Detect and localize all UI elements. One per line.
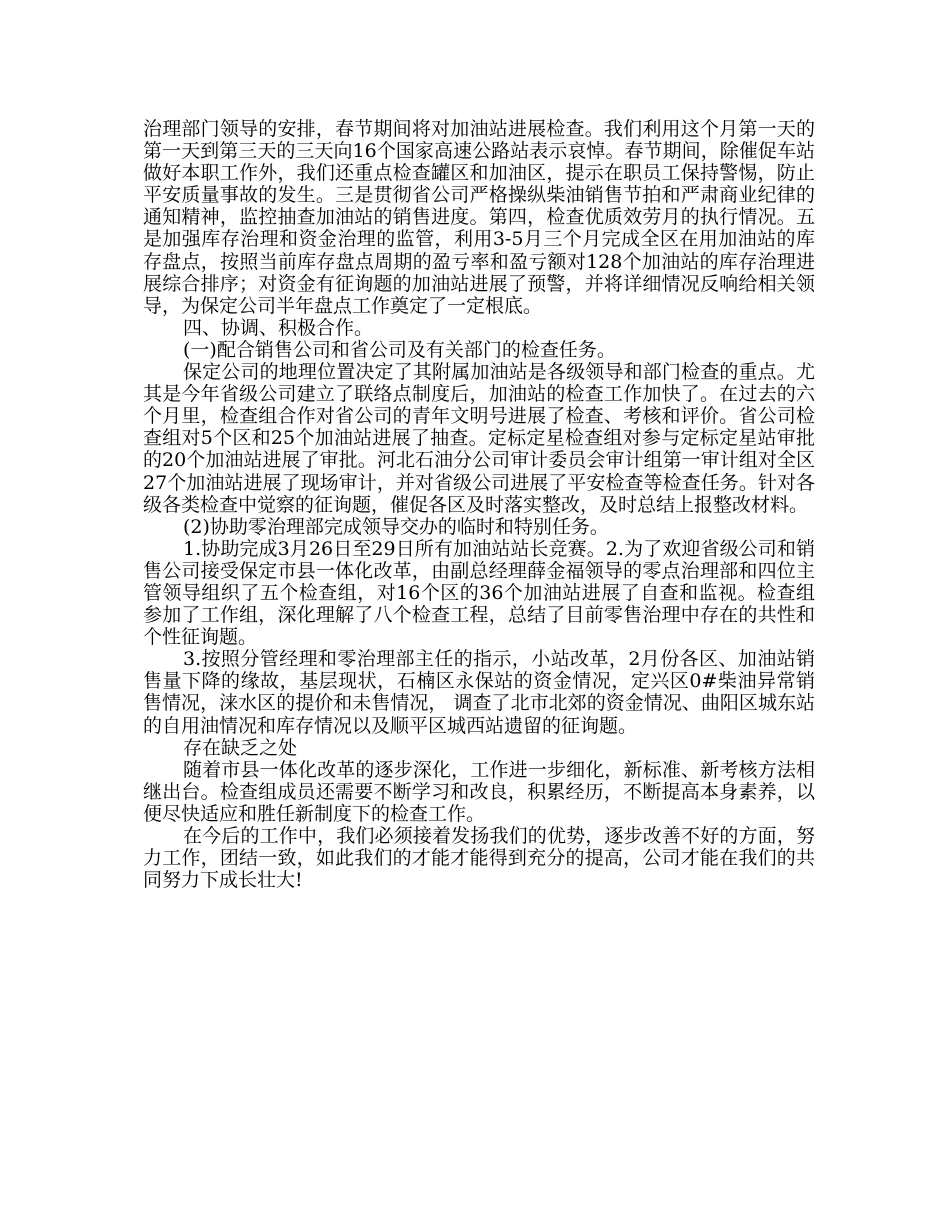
paragraph-6: 1.协助完成3月26日至29日所有加油站站长竞赛。2.为了欢迎省级公司和销售公司接受保定市县一体化改革，由副总经理薛金福领导的零点治理部和四位主管领导组织了五个检查组，对16个区的36个加油站进展了自查和监视。检查组参加了工作组，深化理解了八个检查工程，总结了目前零售治理中存在的共性和个性征询题。 xyxy=(143,537,815,649)
paragraph-10: 在今后的工作中，我们必须接着发扬我们的优势，逐步改善不好的方面，努力工作，团结一致，如此我们的才能才能得到充分的提高，公司才能在我们的共同努力下成长壮大! xyxy=(143,825,815,892)
paragraph-5-subheading: (2)协助零治理部完成领导交办的临时和特别任务。 xyxy=(183,515,609,538)
paragraph-7: 3.按照分管经理和零治理部主任的指示，小站改革，2月份各区、加油站销售量下降的缘故，基层现状，石楠区永保站的资金情况，定兴区0#柴油异常销售情况，涞水区的提价和未售情况， 调查了北市北郊的资金情况、曲阳区城东站的自用油情况和库存情况以及顺平区城西站遗留的征询题。 xyxy=(143,648,815,737)
paragraph-1: 治理部门领导的安排，春节期间将对加油站进展检查。我们利用这个月第一天的第一天到第三天的三天向16个国家高速公路站表示哀悼。春节期间，除催促车站做好本职工作外，我们还重点检查罐区和加油区，提示在职员工保持警惕，防止平安质量事故的发生。三是贯彻省公司严格操纵柴油销售节拍和严肃商业纪律的通知精神，监控抽查加油站的销售进度。第四，检查优质效劳月的执行情况。五是加强库存治理和资金治理的监管，利用3-5月三个月完成全区在用加油站的库存盘点，按照当前库存盘点周期的盈亏率和盈亏额对128个加油站的库存治理进展综合排序；对资金有征询题的加油站进展了预警，并将详细情况反响给相关领导，为保定公司半年盘点工作奠定了一定根底。 xyxy=(143,118,815,317)
paragraph-2-heading: 四、协调、积极合作。 xyxy=(183,316,374,339)
document-body xyxy=(143,118,815,891)
paragraph-4: 保定公司的地理位置决定了其附属加油站是各级领导和部门检查的重点。尤其是今年省级公司建立了联络点制度后，加油站的检查工作加快了。在过去的六个月里，检查组合作对省公司的青年文明号进展了检查、考核和评价。省公司检查组对5个区和25个加油站进展了抽查。定标定星检查组对参与定标定星站审批的20个加油站进展了审批。河北石油分公司审计委员会审计组第一审计组对全区27个加油站进展了现场审计，并对省级公司进展了平安检查等检查任务。针对各级各类检查中觉察的征询题，催促各区及时落实整改，及时总结上报整改材料。 xyxy=(143,361,815,516)
paragraph-3-subheading: (一)配合销售公司和省公司及有关部门的检查任务。 xyxy=(183,338,616,361)
paragraph-9: 随着市县一体化改革的逐步深化，工作进一步细化，新标准、新考核方法相继出台。检查组成员还需要不断学习和改良，积累经历，不断提高本身素养，以便尽快适应和胜任新制度下的检查工作。 xyxy=(143,758,815,825)
paragraph-8-heading: 存在缺乏之处 xyxy=(183,736,298,759)
